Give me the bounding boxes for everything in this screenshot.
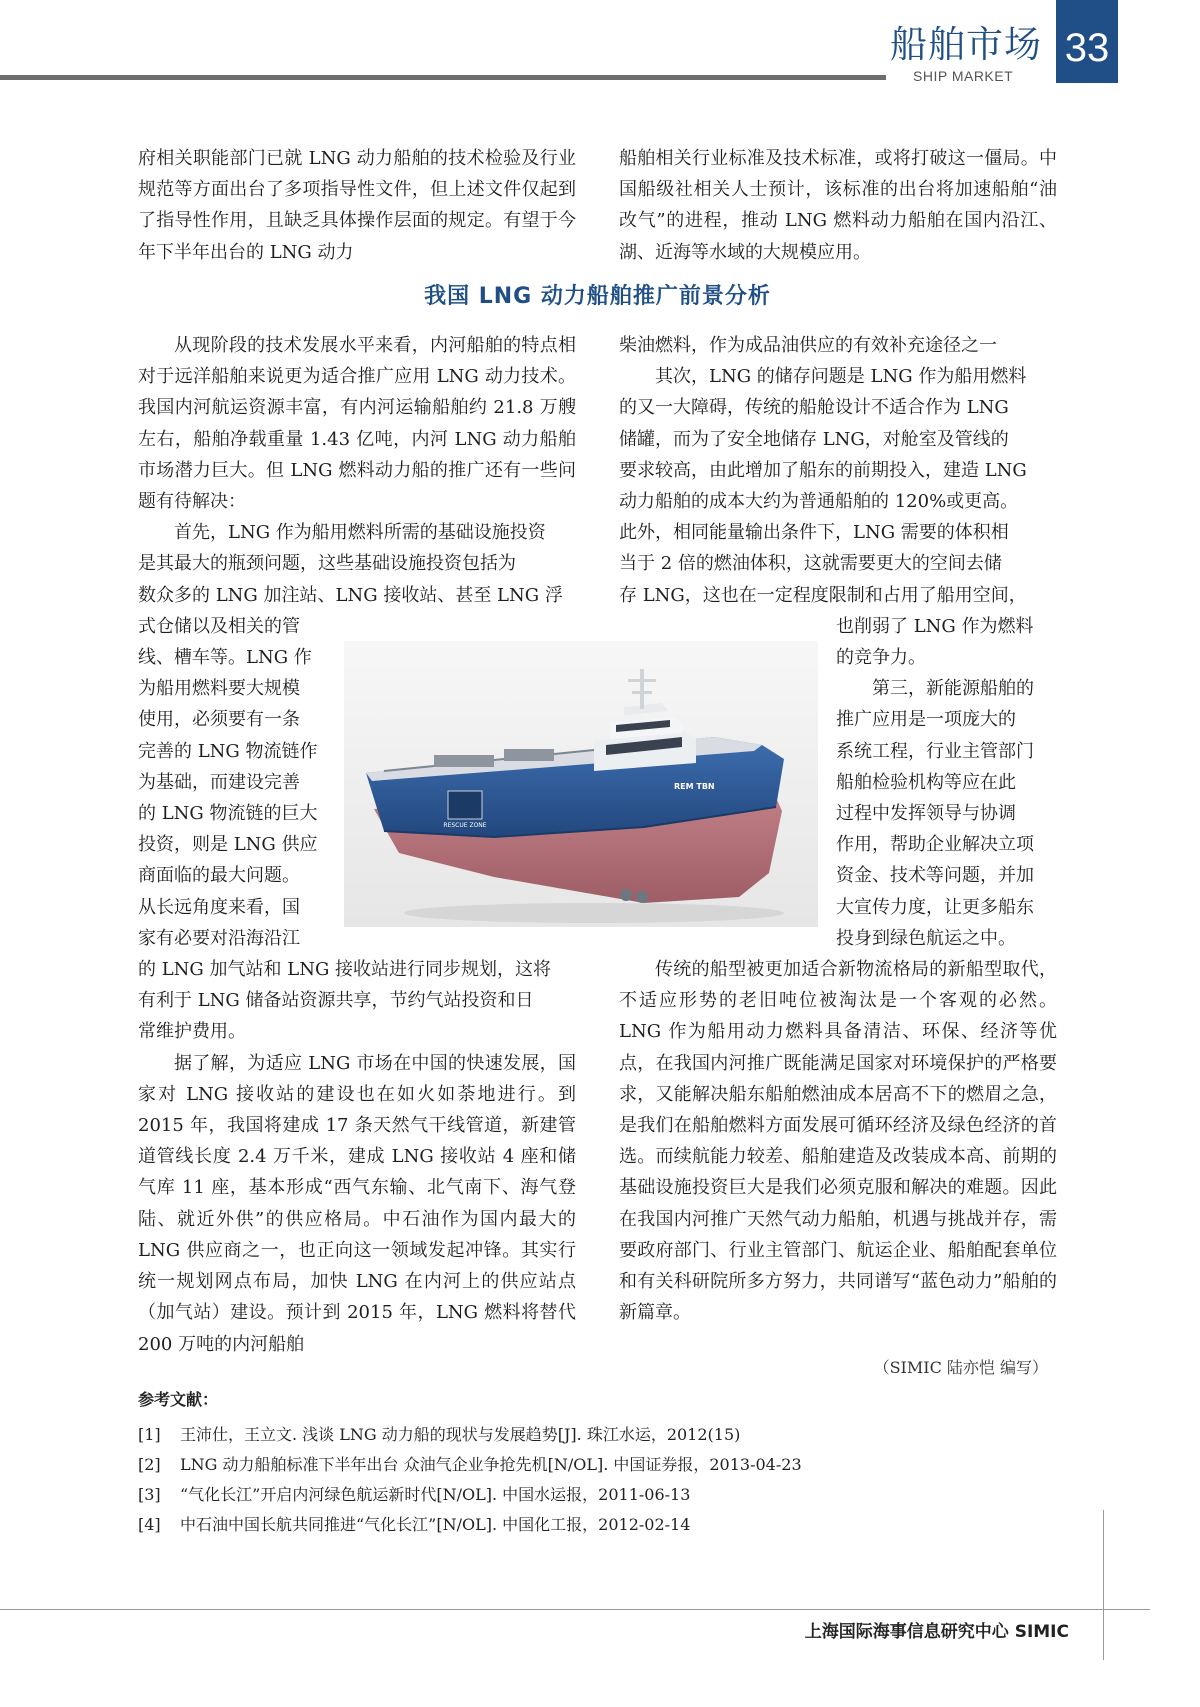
ship-illustration xyxy=(344,641,818,927)
references-title: 参考文献： xyxy=(138,1390,219,1409)
right-paragraph-0: 柴油燃料，作为成品油供应的有效补充途径之一 xyxy=(619,335,997,356)
footer-vertical-rule xyxy=(1103,1510,1104,1660)
top-right-paragraph: 船舶相关行业标准及技术标准，或将打破这一僵局。中国船级社相关人士预计，该标准的出台将加速船舶“油改气”的进程，推动 LNG 燃料动力船舶在国内沿江、湖、近海等水域的大规模应用。 xyxy=(619,148,1057,263)
footer-rule xyxy=(0,1609,1150,1610)
page-number: 33 xyxy=(1056,0,1118,83)
byline: （SIMIC 陆亦恺 编写） xyxy=(873,1358,1048,1377)
reference-item: [2] LNG 动力船舶标准下半年出台 众油气企业争抢先机[N/OL]. 中国证券报，2013-04-23 xyxy=(138,1455,802,1474)
ship-name-label: REM TBN xyxy=(674,782,715,791)
right-paragraph-2: 第三，新能源船舶的 推广应用是一项庞大的 系统工程，行业主管部门 船舶检验机构等应在此 过程中发挥领导与协调 作用，帮助企业解决立项 资金、技术等问题，并加 大宣传力度，让更多船东 投身到绿色航运之中。 xyxy=(836,678,1034,949)
reference-item: [3] “气化长江”开启内河绿色航运新时代[N/OL]. 中国水运报，2011-06-13 xyxy=(138,1485,691,1504)
top-left-paragraph: 府相关职能部门已就 LNG 动力船舶的技术检验及行业规范等方面出台了多项指导性文件，但上述文件仅起到了指导性作用，且缺乏具体操作层面的规定。有望于今年下半年出台的 LNG 动力 xyxy=(138,148,576,263)
section-subtitle: SHIP MARKET xyxy=(913,68,1014,84)
left-paragraph-3: 据了解，为适应 LNG 市场在中国的快速发展，国家对 LNG 接收站的建设也在如火如荼地进行。到 2015 年，我国将建成 17 条天然气干线管道，新建管道管线长度 2.4 万千米，建成 LNG 接收站 4 座和储气库 11 座，基本形成“西气东输、北气南下、海气登陆、就近外供”的供应格局。中石油作为国内最大的 LNG 供应商之一，也正向这一领域发起冲锋。其实行统一规划网点布局，加快 LNG 在内河上的供应站点（加气站）建设。预计到 2015 年，LNG 燃料将替代 200 万吨的内河船舶 xyxy=(138,1052,576,1355)
footer-publisher: 上海国际海事信息研究中心 SIMIC xyxy=(804,1622,1069,1642)
left-paragraph-2: 首先，LNG 作为船用燃料所需的基础设施投资 是其最大的瓶颈问题，这些基础设施投资包括为 数众多的 LNG 加注站、LNG 接收站、甚至 LNG 浮 式仓储以及相关的管 线、槽车等。LNG 作 为船用燃料要大规模 使用，必须要有一条 完善的 LNG 物流链作 为基础，而建设完善 的 LNG 物流链的巨大 投资，则是 LNG 供应 商面临的最大问题。 从长远角度来看，国 家有必要对沿海沿江 的 LNG 加气站和 LNG 接收站进行同步规划，这将 有利于 LNG 储备站资源共享，节约气站投资和日 常维护费用。 xyxy=(138,522,563,1043)
references-list xyxy=(138,1420,1088,1540)
subheading: 我国 LNG 动力船舶推广前景分析 xyxy=(424,284,771,309)
left-paragraph-1: 从现阶段的技术发展水平来看，内河船舶的特点相对于远洋船舶来说更为适合推广应用 LNG 动力技术。我国内河航运资源丰富，有内河运输船舶约 21.8 万艘左右，船舶净载重量 1.43 亿吨，内河 LNG 动力船舶市场潜力巨大。但 LNG 燃料动力船的推广还有一些问题有待解决： xyxy=(138,335,576,513)
rescue-zone-label: RESCUE ZONE xyxy=(443,822,487,829)
section-title: 船舶市场 xyxy=(890,23,1042,66)
reference-item: [1] 王沛仕，王立文. 浅谈 LNG 动力船的现状与发展趋势[J]. 珠江水运，2012(15) xyxy=(138,1425,741,1444)
right-paragraph-1: 其次，LNG 的储存问题是 LNG 作为船用燃料 的又一大障碍，传统的船舱设计不适合作为 LNG 储罐，而为了安全地储存 LNG，对舱室及管线的 要求较高，由此增加了船东的前期投入，建造 LNG 动力船舶的成本大约为普通船舶的 120%或更高。 此外，相同能量输出条件下，LNG 需要的体积相 当于 2 倍的燃油体积，这就需要更大的空间去储 存 LNG，这也在一定程度限制和占用了船用空间， 也削弱了 LNG 作为燃料 的竞争力。 xyxy=(619,366,1034,669)
right-paragraph-3: 传统的船型被更加适合新物流格局的新船型取代，不适应形势的老旧吨位被淘汰是一个客观的必然。LNG 作为船用动力燃料具备清洁、环保、经济等优点，在我国内河推广既能满足国家对环境保护的严格要求，又能解决船东船舶燃油成本居高不下的燃眉之急，是我们在船舶燃料方面发展可循环经济及绿色经济的首选。而续航能力较差、船舶建造及改装成本高、前期的基础设施投资巨大是我们必须克服和解决的难题。因此在我国内河推广天然气动力船舶，机遇与挑战并存，需要政府部门、行业主管部门、航运企业、船舶配套单位和有关科研院所多方努力，共同谱写“蓝色动力”船舶的新篇章。 xyxy=(619,959,1057,1324)
header-rule xyxy=(0,75,886,80)
ship-image xyxy=(344,641,818,927)
reference-item: [4] 中石油中国长航共同推进“气化长江”[N/OL]. 中国化工报，2012-02-14 xyxy=(138,1515,691,1534)
